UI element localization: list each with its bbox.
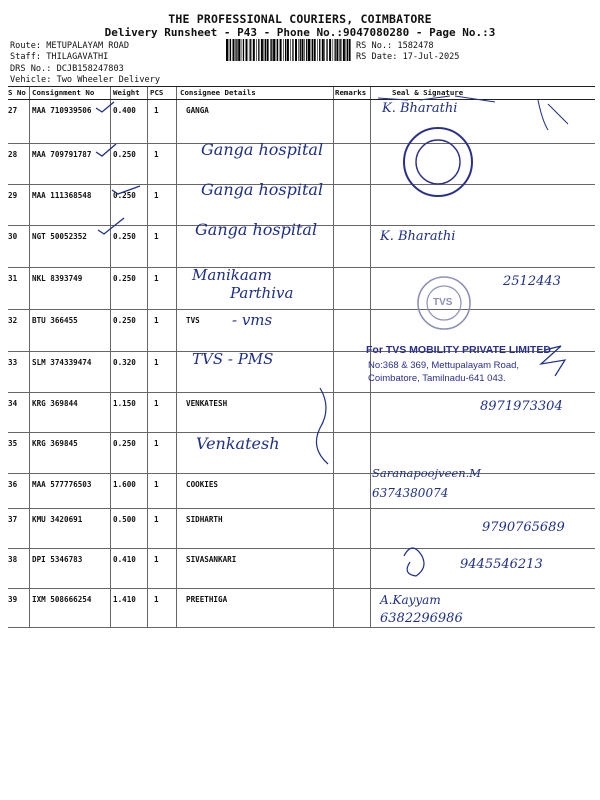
barcode-icon	[226, 39, 352, 61]
consignee-hw-row-31-line2: Parthiva	[230, 284, 294, 302]
tvs-stamp-line3: Coimbatore, Tamilnadu-641 043.	[368, 373, 506, 384]
cell-weight: 0.250	[113, 274, 136, 283]
signature-row-30: K. Bharathi	[380, 229, 456, 244]
consignee-hw-row-28: Ganga hospital	[201, 140, 324, 159]
cell-pcs: 1	[154, 191, 159, 200]
phone-row-37: 9790765689	[482, 520, 565, 535]
cell-sno: 34	[8, 399, 18, 408]
cell-weight: 0.250	[113, 191, 136, 200]
cell-sno: 36	[8, 480, 18, 489]
consignee-hw-row-33: TVS - PMS	[192, 350, 274, 368]
col-weight: Weight	[113, 88, 140, 97]
cell-sno: 33	[8, 358, 18, 367]
cell-sno: 28	[8, 150, 18, 159]
cell-pcs: 1	[154, 358, 159, 367]
cell-weight: 0.400	[113, 106, 136, 115]
tvs-seal: TVS	[433, 297, 453, 308]
tvs-stamp-line1: For TVS MOBILITY PRIVATE LIMITED	[366, 344, 551, 356]
route-label: Route: METUPALAYAM ROAD	[10, 41, 129, 51]
table-row	[8, 100, 595, 144]
cell-cons: MAA 710939506	[32, 106, 92, 115]
cell-pcs: 1	[154, 399, 159, 408]
col-consignee: Consignee Details	[180, 88, 256, 97]
cell-consignee: COOKIES	[186, 480, 219, 489]
cell-pcs: 1	[154, 274, 159, 283]
page-title: THE PROFESSIONAL COURIERS, COIMBATORE	[168, 12, 432, 26]
consignee-hw-row-35: Venkatesh	[196, 434, 280, 453]
consignee-hw-row-29: Ganga hospital	[201, 180, 324, 199]
phone-row-39: 6382296986	[380, 611, 463, 626]
consignee-hw-row-31-line1: Manikaam	[192, 266, 272, 284]
phone-row-34: 8971973304	[480, 399, 563, 414]
cell-weight: 0.250	[113, 439, 136, 448]
receiver-name-row-36: Saranapoojveen.M	[372, 466, 482, 480]
col-consignment: Consignment No	[32, 88, 95, 97]
col-sno: S No	[8, 88, 26, 97]
col-seal-signature: Seal & Signature	[392, 88, 464, 97]
cell-weight: 0.250	[113, 150, 136, 159]
cell-cons: SLM 374339474	[32, 358, 92, 367]
consignee-hw-row-30: Ganga hospital	[195, 220, 318, 239]
cell-weight: 0.250	[113, 232, 136, 241]
cell-weight: 0.250	[113, 316, 136, 325]
cell-cons: NGT 50052352	[32, 232, 87, 241]
cell-consignee: VENKATESH	[186, 399, 228, 408]
cell-cons: MAA 709791787	[32, 150, 92, 159]
consignee-hw-row-32: - vms	[232, 311, 273, 329]
cell-cons: IXM 508666254	[32, 595, 92, 604]
table-row	[8, 433, 595, 474]
cell-cons: MAA 111368548	[32, 191, 92, 200]
phone-row-38: 9445546213	[460, 557, 543, 572]
cell-consignee: GANGA	[186, 106, 209, 115]
cell-weight: 0.500	[113, 515, 136, 524]
cell-cons: MAA 577776503	[32, 480, 92, 489]
receiver-name-row-39: A.Kayyam	[380, 593, 441, 607]
cell-pcs: 1	[154, 316, 159, 325]
cell-sno: 31	[8, 274, 18, 283]
signature-row-27: K. Bharathi	[382, 101, 458, 116]
cell-pcs: 1	[154, 106, 159, 115]
table-row	[8, 589, 595, 628]
runsheet-table	[8, 86, 595, 628]
tvs-stamp-line2: No:368 & 369, Mettupalayam Road,	[368, 360, 520, 371]
cell-cons: KRG 369845	[32, 439, 78, 448]
page-subtitle: Delivery Runsheet - P43 - Phone No.:9047080280 - Page No.:3	[104, 26, 496, 39]
vehicle-label: Vehicle: Two Wheeler Delivery	[10, 75, 161, 85]
cell-consignee: TVS	[186, 316, 200, 325]
cell-pcs: 1	[154, 480, 159, 489]
cell-consignee: SIVASANKARI	[186, 555, 237, 564]
col-pcs: PCS	[150, 88, 164, 97]
cell-weight: 0.320	[113, 358, 136, 367]
cell-sno: 35	[8, 439, 18, 448]
cell-weight: 1.600	[113, 480, 136, 489]
cell-sno: 27	[8, 106, 18, 115]
table-header	[8, 86, 595, 100]
drs-label: DRS No.: DCJB158247803	[10, 64, 124, 74]
cell-weight: 0.410	[113, 555, 136, 564]
cell-pcs: 1	[154, 595, 159, 604]
cell-cons: KMU 3420691	[32, 515, 83, 524]
cell-cons: NKL 8393749	[32, 274, 83, 283]
col-remarks: Remarks	[335, 88, 367, 97]
cell-pcs: 1	[154, 515, 159, 524]
cell-consignee: PREETHIGA	[186, 595, 228, 604]
cell-cons: DPI 5346783	[32, 555, 83, 564]
cell-consignee: SIDHARTH	[186, 515, 223, 524]
cell-sno: 37	[8, 515, 18, 524]
phone-row-36: 6374380074	[372, 486, 449, 500]
cell-pcs: 1	[154, 150, 159, 159]
cell-pcs: 1	[154, 555, 159, 564]
rs-number: RS No.: 1582478	[356, 41, 434, 51]
cell-cons: BTU 366455	[32, 316, 78, 325]
staff-label: Staff: THILAGAVATHI	[10, 52, 109, 62]
cell-sno: 38	[8, 555, 18, 564]
table-row	[8, 352, 595, 393]
cell-cons: KRG 369844	[32, 399, 78, 408]
cell-sno: 32	[8, 316, 18, 325]
cell-sno: 29	[8, 191, 18, 200]
phone-row-31: 2512443	[503, 274, 561, 289]
cell-pcs: 1	[154, 232, 159, 241]
rs-date: RS Date: 17-Jul-2025	[356, 52, 460, 62]
cell-weight: 1.150	[113, 399, 136, 408]
cell-sno: 39	[8, 595, 18, 604]
cell-sno: 30	[8, 232, 18, 241]
cell-pcs: 1	[154, 439, 159, 448]
table-row	[8, 474, 595, 509]
cell-weight: 1.410	[113, 595, 136, 604]
